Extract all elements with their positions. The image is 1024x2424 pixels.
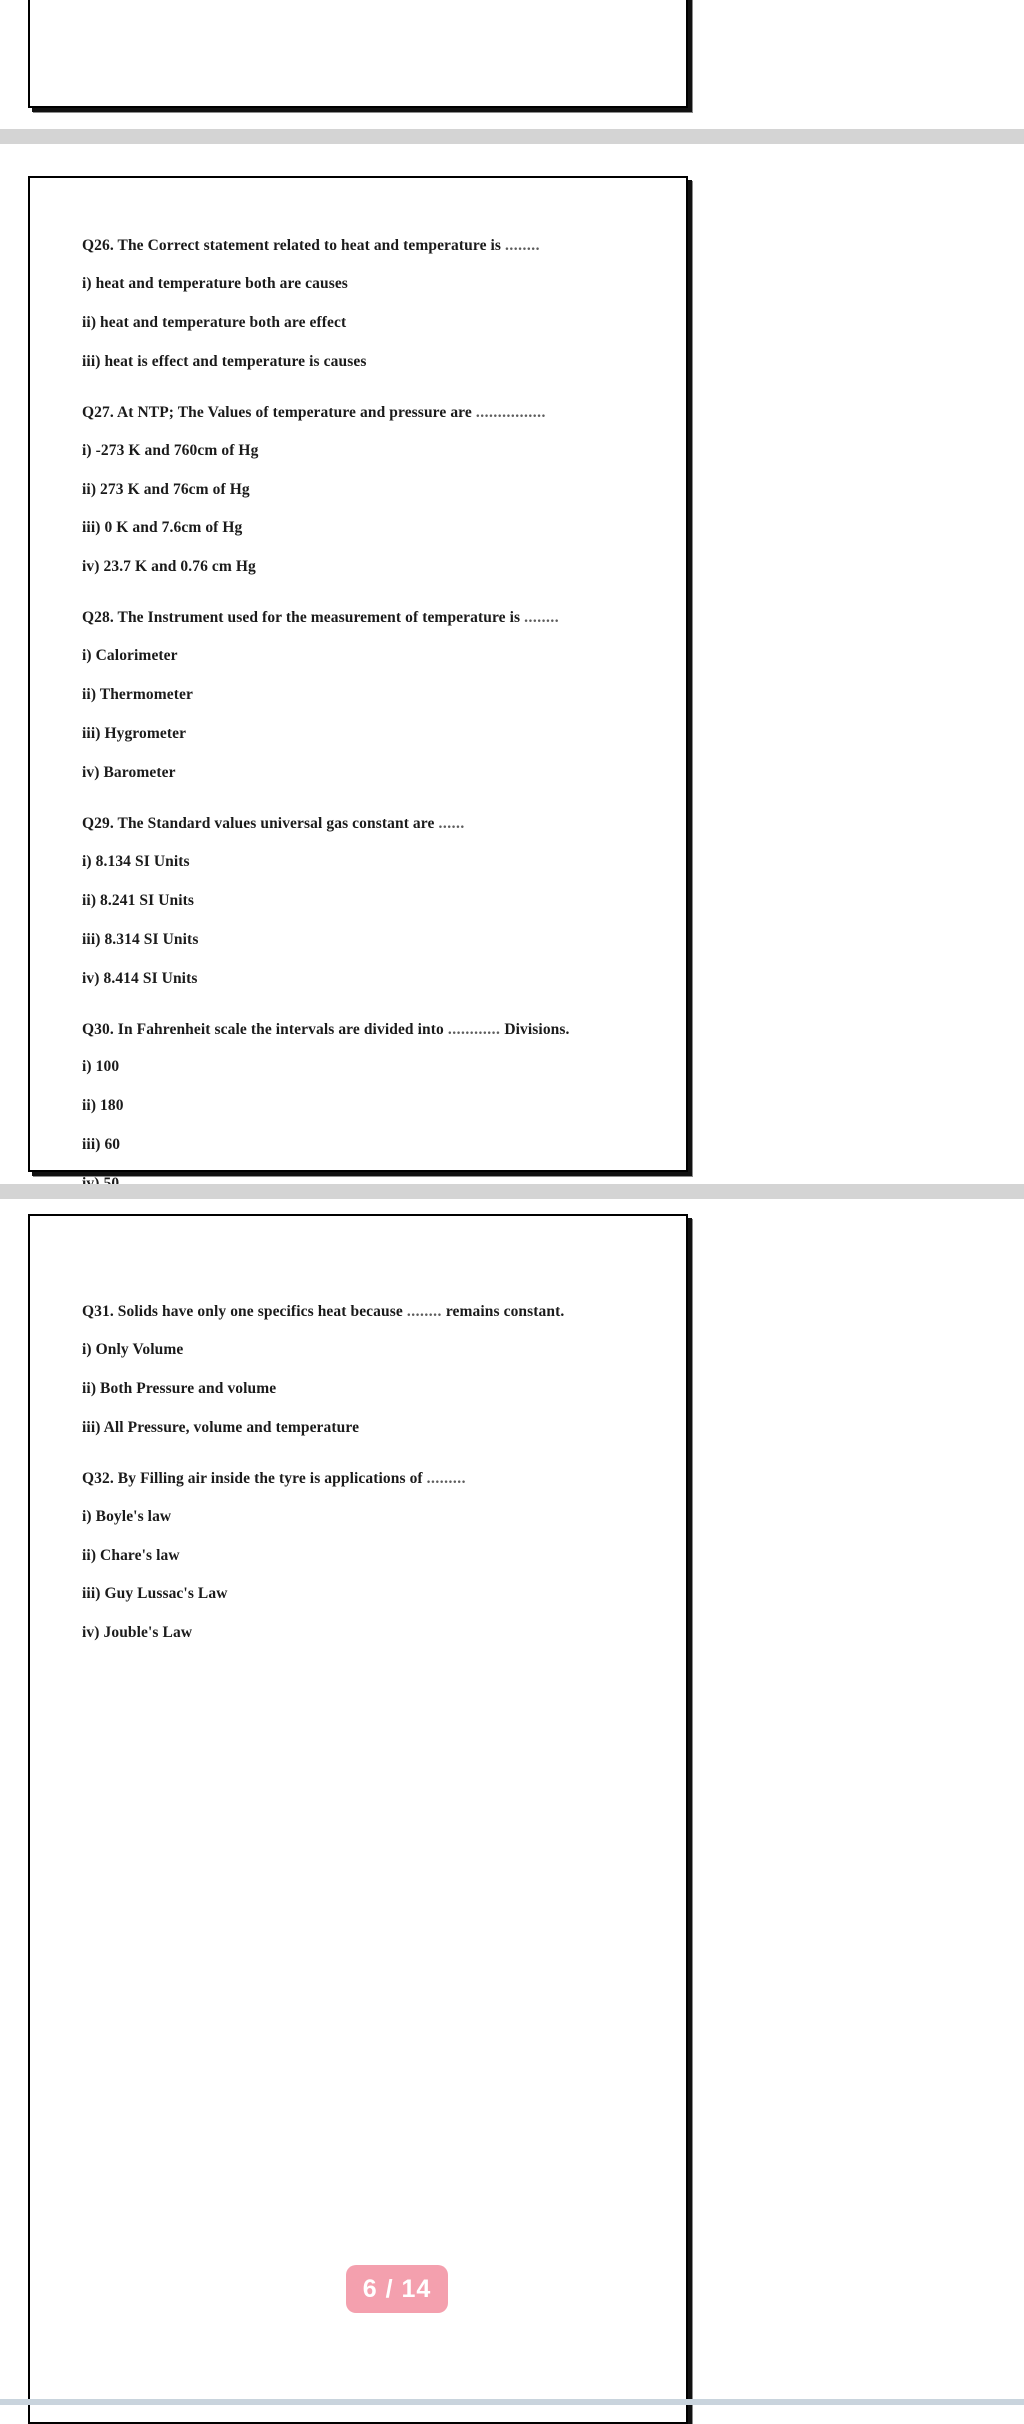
option-item[interactable]: ii) Chare's law <box>82 1546 180 1564</box>
question-stem-q28: Q28. The Instrument used for the measurement of temperature is ........ <box>82 609 560 627</box>
option-item[interactable]: i) 8.134 SI Units <box>82 852 190 870</box>
option-item[interactable]: i) -273 K and 760cm of Hg <box>82 441 259 459</box>
page-separator <box>0 129 1024 144</box>
option-item[interactable]: i) Only Volume <box>82 1340 184 1358</box>
option-item[interactable]: iii) Guy Lussac's Law <box>82 1585 228 1603</box>
page-top-margin <box>82 1216 634 1302</box>
option-item[interactable]: i) Calorimeter <box>82 647 178 665</box>
page-counter-badge: 6 / 14 <box>346 2265 448 2313</box>
option-item[interactable]: i) 100 <box>82 1058 120 1076</box>
page-separator <box>0 1184 1024 1199</box>
option-item[interactable]: iv) Barometer <box>82 763 176 781</box>
question-block-q28 <box>82 608 634 784</box>
document-page-previous[interactable] <box>28 0 688 108</box>
option-item[interactable]: iii) All Pressure, volume and temperature <box>82 1418 360 1436</box>
question-block-q32 <box>82 1469 634 1645</box>
question-stem-q29: Q29. The Standard values universal gas constant are ...... <box>82 814 465 832</box>
question-stem-q31: Q31. Solids have only one specifics heat because ........ remains constant. <box>82 1303 565 1320</box>
question-block-q27 <box>82 403 634 579</box>
question-stem-q32: Q32. By Filling air inside the tyre is applications of ......... <box>82 1469 467 1487</box>
option-item[interactable]: iii) 60 <box>82 1136 121 1154</box>
question-block-q26 <box>82 236 634 373</box>
answer-blank: ......... <box>426 1469 467 1487</box>
question-block-q31 <box>82 1302 634 1439</box>
option-item[interactable]: iii) 8.314 SI Units <box>82 930 199 948</box>
option-item[interactable]: i) Boyle's law <box>82 1507 172 1525</box>
option-item[interactable]: ii) 273 K and 76cm of Hg <box>82 480 250 498</box>
option-item[interactable]: iii) heat is effect and temperature is causes <box>82 352 367 370</box>
option-item[interactable]: iii) Hygrometer <box>82 725 187 743</box>
page-content-area <box>30 1216 686 2422</box>
answer-blank: ........ <box>505 237 541 254</box>
option-item[interactable]: ii) 180 <box>82 1097 124 1115</box>
option-item[interactable]: ii) Thermometer <box>82 686 193 704</box>
option-item[interactable]: iv) 8.414 SI Units <box>82 969 198 987</box>
question-block-q30 <box>82 1020 634 1196</box>
answer-blank: ............ <box>447 1020 501 1038</box>
bottom-toolbar <box>0 2399 1024 2405</box>
page-top-margin <box>82 178 634 236</box>
answer-blank: ........ <box>406 1303 442 1320</box>
answer-blank: ........ <box>524 609 560 627</box>
answer-blank: ................ <box>475 403 546 421</box>
question-stem-suffix: Divisions. <box>504 1020 570 1038</box>
page-content-area <box>30 0 686 106</box>
option-item[interactable]: ii) Both Pressure and volume <box>82 1379 277 1397</box>
answer-blank: ...... <box>438 814 465 832</box>
question-stem-q30: Q30. In Fahrenheit scale the intervals are divided into ............ Divisions. <box>82 1020 570 1038</box>
option-item[interactable]: ii) heat and temperature both are effect <box>82 313 347 331</box>
document-page-next[interactable] <box>28 1214 688 2424</box>
question-stem-suffix: remains constant. <box>445 1303 565 1320</box>
option-item[interactable]: i) heat and temperature both are causes <box>82 274 348 292</box>
document-page-current[interactable] <box>28 176 688 1172</box>
question-stem-q26: Q26. The Correct statement related to heat and temperature is ........ <box>82 237 541 254</box>
option-item[interactable]: iv) Jouble's Law <box>82 1624 193 1642</box>
page-content-area <box>30 178 686 1170</box>
question-stem-q27: Q27. At NTP; The Values of temperature and pressure are ................ <box>82 403 546 421</box>
option-item[interactable]: ii) 8.241 SI Units <box>82 891 195 909</box>
question-block-q29 <box>82 814 634 990</box>
option-item[interactable]: iii) 0 K and 7.6cm of Hg <box>82 519 243 537</box>
option-item[interactable]: iv) 23.7 K and 0.76 cm Hg <box>82 558 256 576</box>
